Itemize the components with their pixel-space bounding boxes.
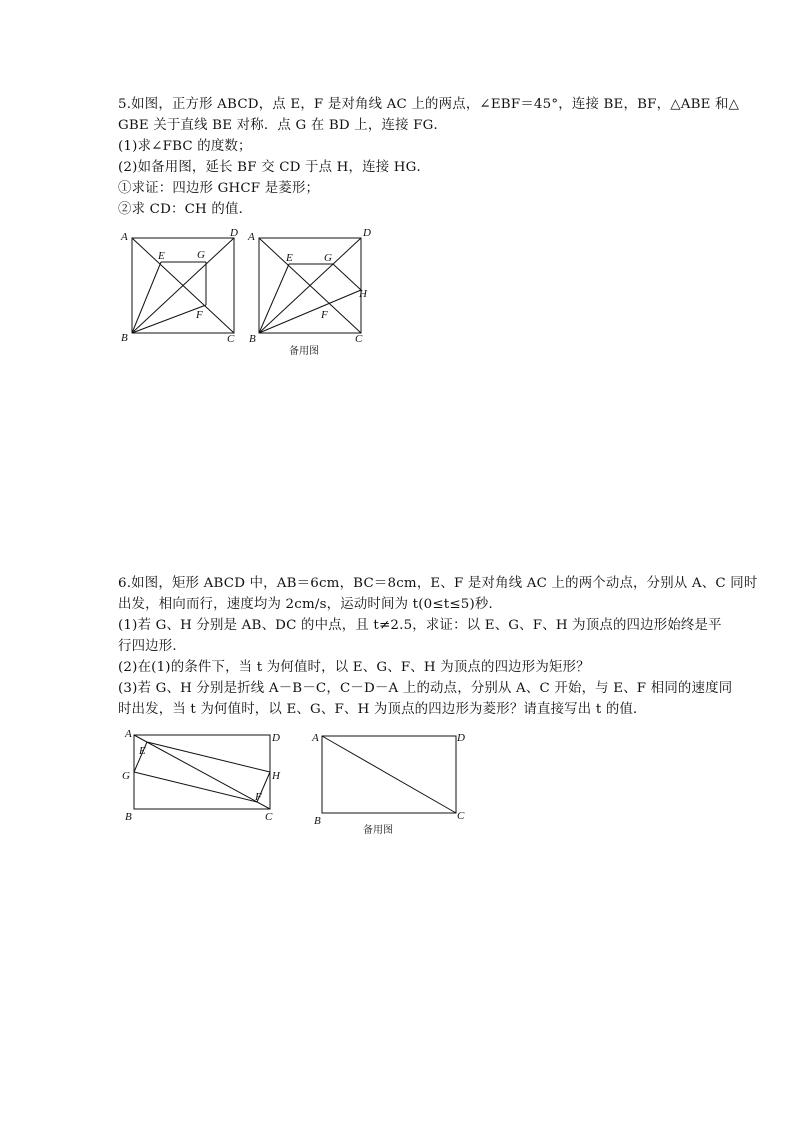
p5-fig1-label-d: D [230,227,238,239]
p6-fig2-label-b: B [314,815,321,827]
p6-fig1-label-h: H [272,770,280,782]
p6-fig1-label-a: A [125,728,132,740]
p6-line-5: (2)在(1)的条件下，当 t 为何值时，以 E、G、F、H 为顶点的四边形为矩形？ [118,660,590,675]
p5-fig2-label-h: H [359,288,367,300]
p6-fig1-label-f: F [255,791,262,803]
p6-line-4: 行四边形． [118,639,186,654]
p5-fig1-label-a: A [121,231,128,243]
p5-line-1: 5.如图，正方形 ABCD，点 E，F 是对角线 AC 上的两点，∠EBF＝45°，连接 BE，BF，△ABE 和△ [118,97,740,112]
p6-fig1-label-d: D [272,732,280,744]
p5-fig2-label-d: D [363,227,371,239]
p5-line-2: GBE 关于直线 BE 对称．点 G 在 BD 上，连接 FG． [118,118,448,133]
p5-fig1-label-e: E [158,250,165,262]
p5-fig2-label-f: F [321,309,328,321]
p5-fig1-label-b: B [121,332,128,344]
p6-line-3: (1)若 G、H 分别是 AB、DC 的中点，且 t≠2.5，求证：以 E、G、F、H 为顶点的四边形始终是平 [118,618,722,633]
p5-line-3: (1)求∠FBC 的度数； [118,139,252,154]
p5-fig2-label-e: E [286,252,293,264]
p5-fig1-label-f: F [196,309,203,321]
p5-line-5: ①求证：四边形 GHCF 是菱形； [118,181,320,196]
p6-fig2-caption: 备用图 [363,825,393,836]
p6-line-6: (3)若 G、H 分别是折线 A－B－C，C－D－A 上的动点，分别从 A、C 开始，与 E、F 相同的速度同 [118,681,733,696]
p5-fig1-label-c: C [227,333,235,345]
p5-fig2-caption: 备用图 [289,346,319,357]
p5-fig2-label-c: C [355,333,363,345]
p5-fig1-label-g: G [197,249,205,261]
p6-fig2-lines [322,736,456,813]
p6-fig2-label-c: C [457,810,465,822]
p6-line-2: 出发，相向而行，速度均为 2cm/s，运动时间为 t(0≤t≤5)秒． [118,597,503,612]
p5-line-4: (2)如备用图，延长 BF 交 CD 于点 H，连接 HG． [118,160,431,175]
p6-fig1-label-g: G [122,770,130,782]
p6-line-7: 时出发，当 t 为何值时，以 E、G、F、H 为顶点的四边形为菱形？请直接写出 t 的值． [118,702,647,717]
p6-fig1-label-c: C [265,811,273,823]
p5-line-6: ②求 CD：CH 的值． [118,202,253,217]
p5-fig2-label-a: A [248,231,255,243]
p6-fig1-label-b: B [125,811,132,823]
p6-line-1: 6.如图，矩形 ABCD 中，AB＝6cm，BC＝8cm，E、F 是对角线 AC 上的两个动点，分别从 A、C 同时 [118,576,758,591]
p5-fig2-label-b: B [249,333,256,345]
p6-fig2-label-a: A [312,732,319,744]
p6-fig2-label-d: D [457,732,465,744]
p6-fig1-label-e: E [139,745,146,757]
p5-fig2-label-g: G [324,252,332,264]
